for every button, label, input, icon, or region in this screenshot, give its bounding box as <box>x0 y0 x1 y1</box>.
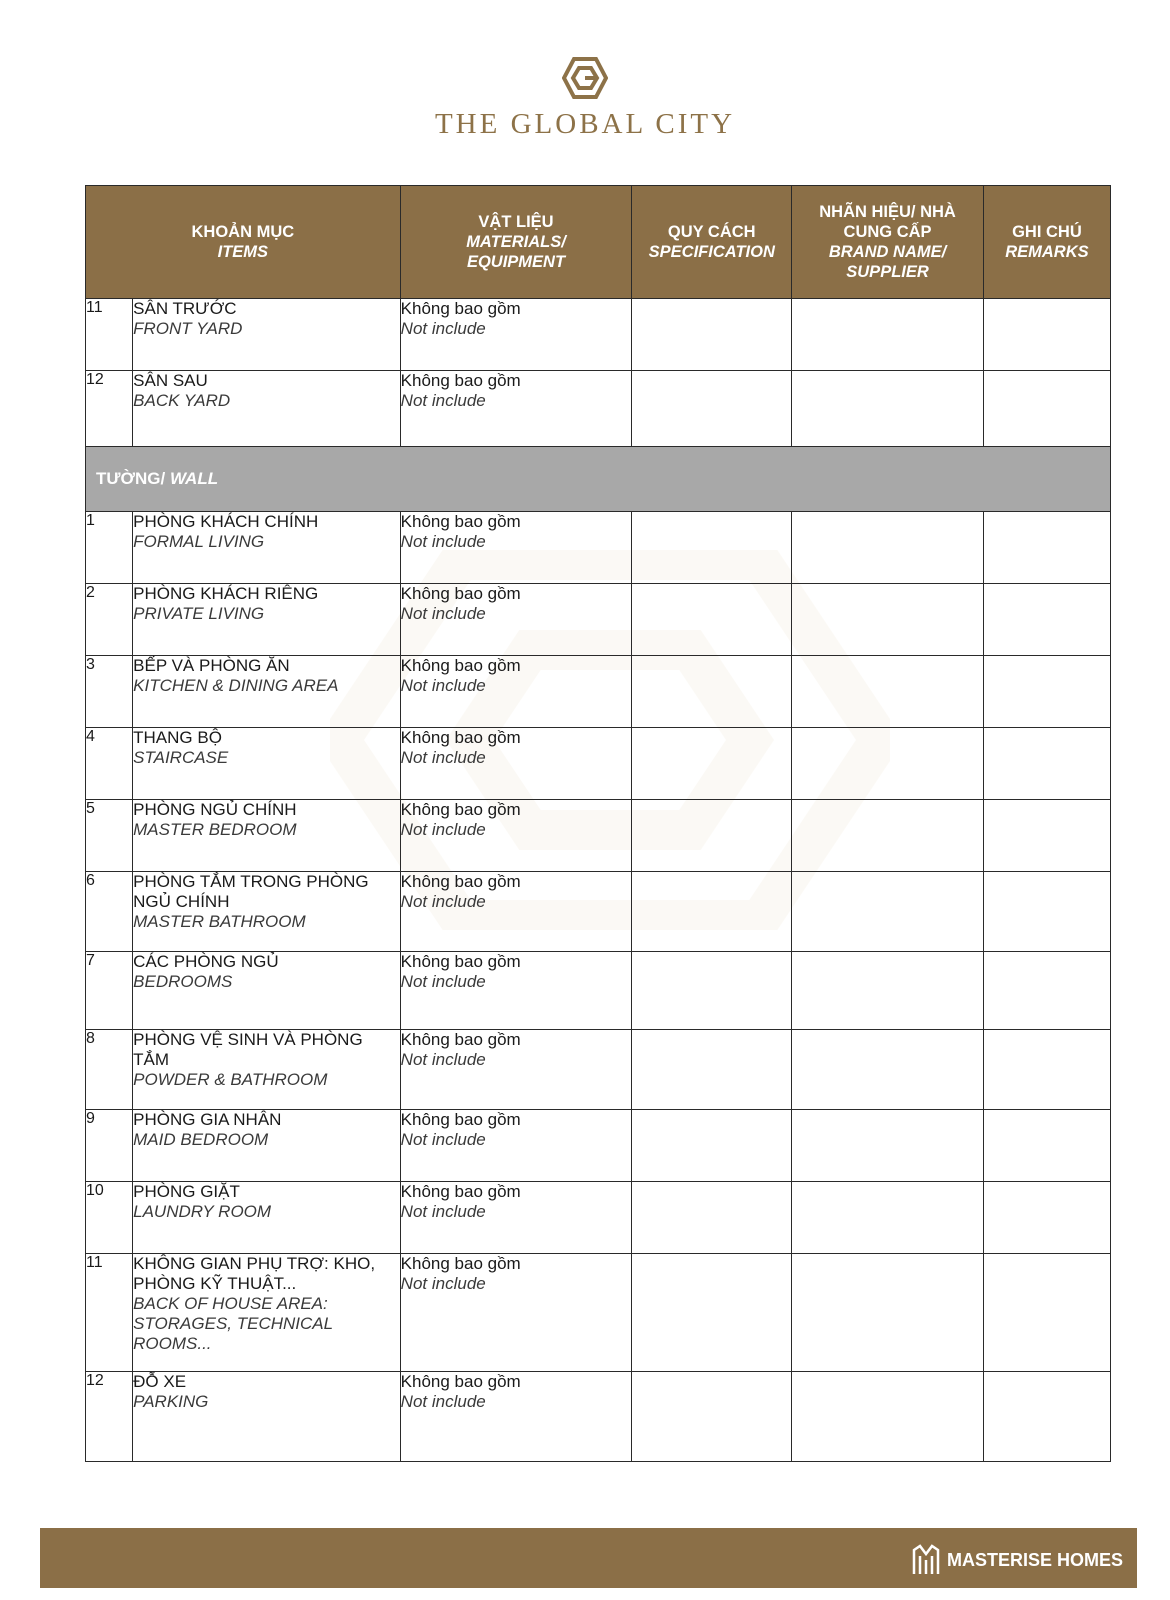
material-cell <box>400 800 632 872</box>
remarks-cell <box>983 800 1110 872</box>
spec-cell <box>632 371 792 447</box>
material-vi: Không bao gồm <box>400 872 521 891</box>
item-name-en: PARKING <box>133 1392 209 1411</box>
table-row <box>86 512 1111 584</box>
item-cell <box>133 1372 401 1462</box>
material-vi: Không bao gồm <box>400 1110 521 1129</box>
item-cell <box>133 1110 401 1182</box>
table-header-row <box>86 186 1111 299</box>
material-vi: Không bao gồm <box>400 584 521 603</box>
item-name-en: FRONT YARD <box>133 319 243 338</box>
brand-cell <box>792 872 984 952</box>
material-en: Not include <box>400 972 486 991</box>
material-en: Not include <box>400 391 486 410</box>
spec-cell <box>632 656 792 728</box>
remarks-cell <box>983 1254 1110 1372</box>
remarks-cell <box>983 1182 1110 1254</box>
spec-cell <box>632 1030 792 1110</box>
material-cell <box>400 371 632 447</box>
item-name-vi: CÁC PHÒNG NGỦ <box>133 952 279 971</box>
material-vi: Không bao gồm <box>400 299 521 318</box>
item-name-vi: ĐỖ XE <box>133 1372 187 1391</box>
material-cell <box>400 872 632 952</box>
row-number: 5 <box>86 800 133 872</box>
material-en: Not include <box>400 1392 486 1411</box>
row-number: 1 <box>86 512 133 584</box>
item-name-vi: PHÒNG GIẶT <box>133 1182 240 1201</box>
material-cell <box>400 728 632 800</box>
material-cell <box>400 952 632 1030</box>
row-number: 3 <box>86 656 133 728</box>
remarks-cell <box>983 512 1110 584</box>
remarks-cell <box>983 656 1110 728</box>
remarks-cell <box>983 371 1110 447</box>
brand-cell <box>792 1254 984 1372</box>
item-name-vi: KHÔNG GIAN PHỤ TRỢ: KHO, PHÒNG KỸ THUẬT... <box>133 1254 376 1293</box>
brand-cell <box>792 584 984 656</box>
header-specification: QUY CÁCH SPECIFICATION <box>632 186 792 299</box>
item-cell <box>133 371 401 447</box>
material-cell <box>400 1030 632 1110</box>
header-items: KHOẢN MỤC ITEMS <box>86 186 401 299</box>
remarks-cell <box>983 1030 1110 1110</box>
material-vi: Không bao gồm <box>400 1182 521 1201</box>
item-name-en: STAIRCASE <box>133 748 229 767</box>
material-en: Not include <box>400 1050 486 1069</box>
material-cell <box>400 1254 632 1372</box>
item-cell <box>133 656 401 728</box>
material-vi: Không bao gồm <box>400 1030 521 1049</box>
row-number: 11 <box>86 1254 133 1372</box>
row-number: 6 <box>86 872 133 952</box>
item-name-vi: PHÒNG VỆ SINH VÀ PHÒNG TẮM <box>133 1030 363 1069</box>
material-en: Not include <box>400 532 486 551</box>
section-row-wall: TƯỜNG/ WALL <box>86 447 1111 512</box>
spec-cell <box>632 1372 792 1462</box>
table-row <box>86 1254 1111 1372</box>
material-vi: Không bao gồm <box>400 1254 521 1273</box>
brand-cell <box>792 1110 984 1182</box>
table-row <box>86 299 1111 371</box>
item-cell <box>133 1030 401 1110</box>
remarks-cell <box>983 728 1110 800</box>
item-name-en: PRIVATE LIVING <box>133 604 265 623</box>
remarks-cell <box>983 584 1110 656</box>
brand-cell <box>792 1182 984 1254</box>
item-cell <box>133 1254 401 1372</box>
table-row <box>86 584 1111 656</box>
spec-cell <box>632 1182 792 1254</box>
item-name-vi: PHÒNG GIA NHÂN <box>133 1110 282 1129</box>
item-name-vi: SÂN SAU <box>133 371 208 390</box>
remarks-cell <box>983 299 1110 371</box>
row-number: 2 <box>86 584 133 656</box>
item-name-en: MASTER BATHROOM <box>133 912 306 931</box>
item-name-vi: PHÒNG NGỦ CHÍNH <box>133 800 297 819</box>
item-name-vi: PHÒNG KHÁCH CHÍNH <box>133 512 319 531</box>
remarks-cell <box>983 1372 1110 1462</box>
spec-cell <box>632 800 792 872</box>
item-name-en: FORMAL LIVING <box>133 532 265 551</box>
spec-table <box>85 185 1111 1462</box>
remarks-cell <box>983 952 1110 1030</box>
spec-cell <box>632 1254 792 1372</box>
item-name-en: POWDER & BATHROOM <box>133 1070 328 1089</box>
hexagon-g-logo-icon <box>562 55 608 101</box>
spec-cell <box>632 728 792 800</box>
brand-name: THE GLOBAL CITY <box>434 108 736 140</box>
remarks-cell <box>983 872 1110 952</box>
spec-cell <box>632 512 792 584</box>
material-en: Not include <box>400 748 486 767</box>
row-number: 4 <box>86 728 133 800</box>
item-cell <box>133 584 401 656</box>
material-en: Not include <box>400 319 486 338</box>
material-en: Not include <box>400 1202 486 1221</box>
table-row <box>86 656 1111 728</box>
item-cell <box>133 299 401 371</box>
material-vi: Không bao gồm <box>400 371 521 390</box>
item-name-en: MAID BEDROOM <box>133 1130 269 1149</box>
spec-cell <box>632 299 792 371</box>
material-en: Not include <box>400 676 486 695</box>
item-cell <box>133 512 401 584</box>
row-number: 7 <box>86 952 133 1030</box>
material-cell <box>400 584 632 656</box>
item-name-en: LAUNDRY ROOM <box>133 1202 272 1221</box>
material-en: Not include <box>400 1130 486 1149</box>
material-vi: Không bao gồm <box>400 800 521 819</box>
item-name-vi: BẾP VÀ PHÒNG ĂN <box>133 656 290 675</box>
spec-cell <box>632 872 792 952</box>
footer-brand: MASTERISE HOMES <box>911 1544 1123 1576</box>
table-row <box>86 371 1111 447</box>
material-cell <box>400 1182 632 1254</box>
brand-cell <box>792 371 984 447</box>
material-cell <box>400 1110 632 1182</box>
spec-cell <box>632 1110 792 1182</box>
row-number: 9 <box>86 1110 133 1182</box>
table-row <box>86 1110 1111 1182</box>
item-cell <box>133 952 401 1030</box>
brand-cell <box>792 728 984 800</box>
item-name-en: BEDROOMS <box>133 972 233 991</box>
row-number: 8 <box>86 1030 133 1110</box>
item-name-en: KITCHEN & DINING AREA <box>133 676 339 695</box>
masterise-logo-icon <box>911 1544 941 1576</box>
item-name-en: BACK OF HOUSE AREA: STORAGES, TECHNICAL ROOMS... <box>133 1294 333 1353</box>
table-row <box>86 1182 1111 1254</box>
material-vi: Không bao gồm <box>400 1372 521 1391</box>
remarks-cell <box>983 1110 1110 1182</box>
brand-header <box>0 55 1170 141</box>
table-row <box>86 728 1111 800</box>
row-number: 12 <box>86 1372 133 1462</box>
row-number: 12 <box>86 371 133 447</box>
row-number: 11 <box>86 299 133 371</box>
brand-cell <box>792 1372 984 1462</box>
item-cell <box>133 728 401 800</box>
row-number: 10 <box>86 1182 133 1254</box>
material-en: Not include <box>400 604 486 623</box>
brand-cell <box>792 656 984 728</box>
brand-cell <box>792 952 984 1030</box>
material-en: Not include <box>400 1274 486 1293</box>
material-vi: Không bao gồm <box>400 656 521 675</box>
item-cell <box>133 1182 401 1254</box>
table-row <box>86 1030 1111 1110</box>
table-row <box>86 872 1111 952</box>
header-brand: NHÃN HIỆU/ NHÀ CUNG CẤP BRAND NAME/ SUPPLIER <box>792 186 984 299</box>
brand-cell <box>792 1030 984 1110</box>
item-name-vi: PHÒNG KHÁCH RIÊNG <box>133 584 319 603</box>
brand-cell <box>792 800 984 872</box>
item-name-vi: SÂN TRƯỚC <box>133 299 237 318</box>
footer-bar <box>40 1528 1137 1588</box>
item-name-en: MASTER BEDROOM <box>133 820 297 839</box>
table-row <box>86 800 1111 872</box>
item-name-vi: THANG BỘ <box>133 728 222 747</box>
material-en: Not include <box>400 820 486 839</box>
item-name-en: BACK YARD <box>133 391 231 410</box>
brand-cell <box>792 512 984 584</box>
material-vi: Không bao gồm <box>400 952 521 971</box>
material-cell <box>400 1372 632 1462</box>
header-materials: VẬT LIỆU MATERIALS/ EQUIPMENT <box>400 186 632 299</box>
material-cell <box>400 512 632 584</box>
item-cell <box>133 800 401 872</box>
table-row <box>86 952 1111 1030</box>
item-name-vi: PHÒNG TẮM TRONG PHÒNG NGỦ CHÍNH <box>133 872 369 911</box>
material-cell <box>400 656 632 728</box>
material-vi: Không bao gồm <box>400 728 521 747</box>
brand-cell <box>792 299 984 371</box>
table-row <box>86 1372 1111 1462</box>
header-remarks: GHI CHÚ REMARKS <box>983 186 1110 299</box>
material-cell <box>400 299 632 371</box>
spec-cell <box>632 952 792 1030</box>
material-vi: Không bao gồm <box>400 512 521 531</box>
material-en: Not include <box>400 892 486 911</box>
item-cell <box>133 872 401 952</box>
spec-cell <box>632 584 792 656</box>
